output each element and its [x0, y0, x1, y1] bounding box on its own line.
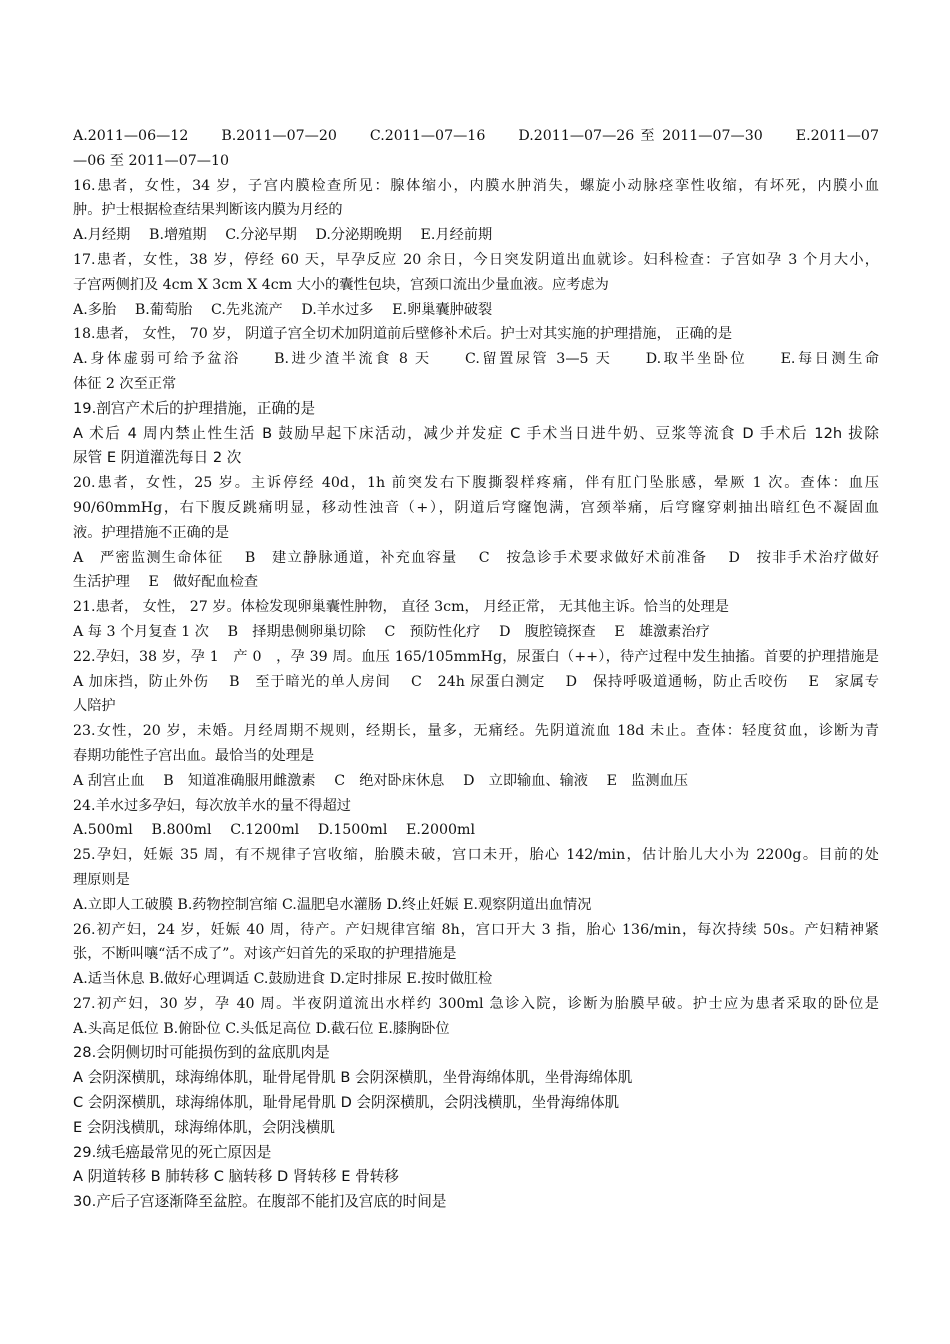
text-line: 生活护理 E 做好配血检查 [73, 574, 259, 591]
text-line: A.立即人工破膜 B.药物控制宫缩 C.温肥皂水灌肠 D.终止妊娠 E.观察阴道出血情况 [73, 896, 592, 913]
text-line: A.适当休息 B.做好心理调适 C.鼓励进食 D.定时排尿 E.按时做肛检 [73, 971, 493, 988]
text-line: A 严密监测生命体征 B 建立静脉通道，补充血容量 C 按急诊手术要求做好术前准备 D 按非手术治疗做好 [73, 549, 879, 566]
text-line: 春期功能性子宫出血。最恰当的处理是 [73, 747, 315, 764]
text-line: A 每 3 个月复查 1 次 B 择期患侧卵巢切除 C 预防性化疗 D 腹腔镜探查 E 雄激素治疗 [73, 623, 710, 640]
text-line: —06 至 2011—07—10 [73, 152, 230, 169]
text-line: 19.剖宫产术后的护理措施，正确的是 [73, 399, 316, 417]
text-line: 22.孕妇，38 岁，孕 1 产 0 ，孕 39 周。血压 165/105mmHg，尿蛋白（++），待产过程中发生抽搐。首要的护理措施是 [73, 648, 879, 665]
text-line: 90/60mmHg，右下腹反跳痛明显，移动性浊音（+），阴道后穹窿饱满，宫颈举痛，后穹窿穿刺抽出暗红色不凝固血 [73, 499, 879, 516]
text-line: A 刮宫止血 B 知道准确服用雌激素 C 绝对卧床休息 D 立即输血、输液 E 监测血压 [73, 772, 688, 789]
text-line: A.身体虚弱可给予盆浴 B.进少渣半流食 8 天 C.留置尿管 3—5 天 D.取半坐卧位 E.每日测生命 [73, 351, 879, 368]
text-line: 30.产后子宫逐渐降至盆腔。在腹部不能扪及宫底的时间是 [73, 1193, 447, 1211]
text-line: A.头高足低位 B.俯卧位 C.头低足高位 D.截石位 E.膝胸卧位 [73, 1020, 450, 1037]
text-line: A 会阴深横肌，球海绵体肌，耻骨尾骨肌 B 会阴深横肌，坐骨海绵体肌，坐骨海绵体肌 [73, 1069, 633, 1087]
text-line: 26.初产妇，24 岁，妊娠 40 周，待产。产妇规律宫缩 8h，宫口开大 3 指，胎心 136/min，每次持续 50s。产妇精神紧 [73, 921, 879, 938]
text-line: 29.绒毛癌最常见的死亡原因是 [73, 1143, 272, 1161]
text-line: E 会阴浅横肌，球海绵体肌，会阴浅横肌 [73, 1118, 335, 1136]
text-line: 液。护理措施不正确的是 [73, 524, 230, 541]
text-line: A 术后 4 周内禁止性生活 B 鼓励早起下床活动，减少并发症 C 手术当日进牛奶、豆浆等流食 D 手术后 12h 拔除 [73, 424, 879, 442]
text-line: 理原则是 [73, 871, 130, 888]
text-line: 21.患者， 女性， 27 岁。体检发现卵巢囊性肿物， 直径 3cm， 月经正常， 无其他主诉。恰当的处理是 [73, 599, 729, 616]
text-line: 24.羊水过多孕妇，每次放羊水的量不得超过 [73, 797, 351, 814]
document-page [73, 124, 879, 1215]
text-line: 子宫两侧扪及 4cm X 3cm X 4cm 大小的囊性包块，宫颈口流出少量血液。应考虑为 [73, 276, 609, 293]
text-line: 17.患者，女性，38 岁，停经 60 天，早孕反应 20 余日，今日突发阴道出血就诊。妇科检查：子宫如孕 3 个月大小， [73, 251, 879, 268]
text-line: A.月经期 B.增殖期 C.分泌早期 D.分泌期晚期 E.月经前期 [73, 227, 493, 244]
text-line: 18.患者， 女性， 70 岁， 阴道子宫全切术加阴道前后壁修补术后。护士对其实施的护理措施， 正确的是 [73, 326, 733, 343]
text-line: 25.孕妇，妊娠 35 周，有不规律子宫收缩，胎膜未破，宫口未开，胎心 142/min，估计胎儿大小为 2200g。目前的处 [73, 847, 879, 864]
text-line: 28.会阴侧切时可能损伤到的盆底肌肉是 [73, 1044, 330, 1062]
text-line: 体征 2 次至正常 [73, 375, 177, 392]
text-line: A 加床挡，防止外伤 B 至于暗光的单人房间 C 24h 尿蛋白测定 D 保持呼吸道通畅，防止舌咬伤 E 家属专 [73, 673, 879, 690]
text-line: 人陪护 [73, 698, 116, 715]
text-line: 23.女性，20 岁，未婚。月经周期不规则，经期长，量多，无痛经。先阴道流血 18d 未止。查体：轻度贫血，诊断为青 [73, 723, 879, 740]
text-line: 16.患者，女性，34 岁，子宫内膜检查所见：腺体缩小，内膜水肿消失，螺旋小动脉痉挛性收缩，有坏死，内膜小血 [73, 177, 879, 194]
text-line: A.2011—06—12 B.2011—07—20 C.2011—07—16 D.2011—07—26 至 2011—07—30 E.2011—07 [73, 128, 879, 144]
text-line: 20.患者，女性，25 岁。主诉停经 40d，1h 前突发右下腹撕裂样疼痛，伴有肛门坠胀感，晕厥 1 次。查体：血压 [73, 475, 879, 492]
text-line: A.500ml B.800ml C.1200ml D.1500ml E.2000ml [73, 822, 476, 839]
text-line: A.多胎 B.葡萄胎 C.先兆流产 D.羊水过多 E.卵巢囊肿破裂 [73, 301, 493, 318]
text-line: 27.初产妇，30 岁，孕 40 周。半夜阴道流出水样约 300ml 急诊入院，诊断为胎膜早破。护士应为患者采取的卧位是 [73, 995, 879, 1012]
text-line: 尿管 E 阴道灌洗每日 2 次 [73, 449, 242, 467]
text-line: 肿。护士根据检查结果判断该内膜为月经的 [73, 202, 343, 219]
text-line: 张，不断叫嚷“活不成了”。对该产妇首先的采取的护理措施是 [73, 946, 457, 963]
text-line: C 会阴深横肌，球海绵体肌，耻骨尾骨肌 D 会阴深横肌，会阴浅横肌，坐骨海绵体肌 [73, 1094, 620, 1112]
text-line: A 阴道转移 B 肺转移 C 脑转移 D 肾转移 E 骨转移 [73, 1168, 399, 1186]
